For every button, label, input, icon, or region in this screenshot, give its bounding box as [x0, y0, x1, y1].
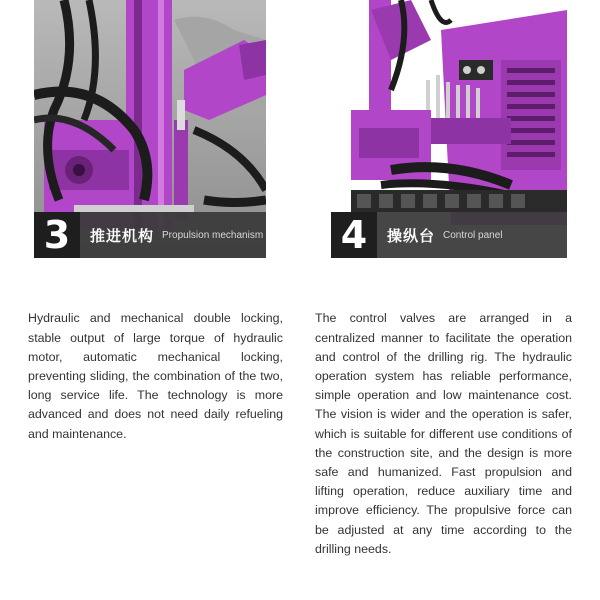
- feature-title-en: Propulsion mechanism: [162, 229, 264, 241]
- feature-title-zh: 推进机构: [90, 226, 155, 245]
- feature-card-control-panel: [331, 0, 567, 258]
- caption-bar: [34, 212, 266, 258]
- control-panel-description: The control valves are arranged in a centralized manner to facilitate the operation and control of the drilling rig. The hydraulic operation system has reliable performance, simple operation and low maintenance cost. The vision is wider and the operation is safer, which is suitable for different use conditions of the construction site, and the design is more safe and humanized. Fast propulsion and lifting operation, reduce auxiliary time and improve efficiency. The propulsive force can be adjusted at any time according to the drilling needs.: [315, 311, 572, 556]
- feature-card-propulsion: [34, 0, 266, 258]
- feature-number: 4: [331, 212, 377, 258]
- caption-bar: [331, 212, 567, 258]
- feature-title-en: Control panel: [443, 229, 503, 241]
- feature-number: 3: [34, 212, 80, 258]
- feature-title-zh: 操纵台: [387, 226, 436, 245]
- propulsion-description: Hydraulic and mechanical double locking, stable output of large torque of hydraulic motor, automatic mechanical locking, preventing sliding, the combination of the two, long service life. The technology is more advanced and does not need daily refueling and maintenance.: [28, 311, 283, 441]
